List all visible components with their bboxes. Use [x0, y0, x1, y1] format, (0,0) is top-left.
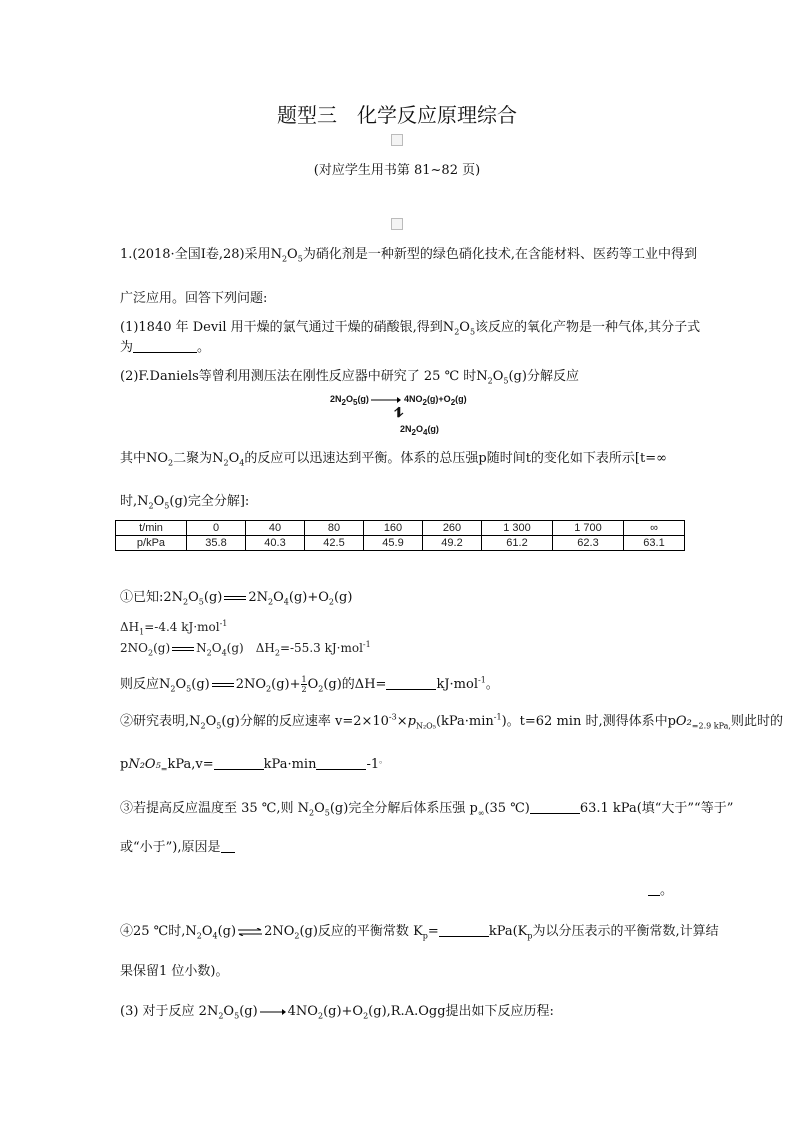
- subtitle: (对应学生用书第 81~82 页): [313, 163, 481, 178]
- answer-blank[interactable]: [648, 883, 660, 896]
- answer-blank[interactable]: [439, 924, 489, 937]
- answer-blank[interactable]: [221, 840, 235, 853]
- page-title: 题型三 化学反应原理综合: [277, 103, 517, 127]
- reaction-arrow-icon: [371, 396, 401, 404]
- table-cell: 45.9: [364, 536, 423, 551]
- q1-question: 则反应$N_2O_5(g)$ $2NO_2(g)+$ $\frac{1}{2}$ $O_2(g)$的ΔH= kJ·mol$^{-1}$。: [120, 675, 499, 694]
- q1-reaction-2: $2NO_2(g)$ $N_2O_4(g)$ $\Delta H_2=-55.3$ kJ·mol$^{-1}$: [120, 640, 371, 658]
- part-2-line-1: (2)F.Daniels等曾利用测压法在刚性反应器中研究了 25 ℃ 时$N_2O_5(g)$分解反应: [120, 369, 579, 386]
- q4-line-2: 果保留1 位小数)。: [120, 964, 229, 979]
- image-placeholder-icon: [391, 218, 403, 230]
- table-cell: 61.2: [482, 536, 553, 551]
- part-2-line-2: 其中$NO_2$二聚为$N_2O_4$的反应可以迅速达到平衡。体系的总压强p随时间t的变化如下表所示[t=∞: [120, 451, 667, 468]
- double-line-arrow-icon: [212, 682, 234, 688]
- table-cell: 63.1: [624, 536, 685, 551]
- double-line-arrow-icon: [224, 595, 246, 601]
- table-header: t/min: [116, 521, 187, 536]
- table-cell: 49.2: [423, 536, 482, 551]
- table-row: [116, 521, 685, 536]
- reaction-arrow-icon: [260, 1008, 286, 1016]
- table-cell: 40.3: [246, 536, 305, 551]
- double-line-arrow-icon: [172, 646, 194, 652]
- table-cell: 42.5: [305, 536, 364, 551]
- answer-blank[interactable]: [316, 757, 366, 770]
- answer-blank[interactable]: [530, 801, 580, 814]
- table-cell: 260: [423, 521, 482, 536]
- table-cell: 160: [364, 521, 423, 536]
- table-cell: 0: [187, 521, 246, 536]
- part-2-line-3: 时$,N_2O_5(g)$完全分解]:: [120, 494, 250, 511]
- table-cell: 35.8: [187, 536, 246, 551]
- reaction-scheme: $2N_2O_5(g)$ $4NO_2(g)+O_2(g)$ ⥮ $2N_2O_4(g)$: [330, 394, 467, 437]
- question-intro-line-2: 广泛应用。回答下列问题:: [120, 291, 268, 306]
- q3-line-3: 。: [648, 883, 673, 899]
- table-row: [116, 536, 685, 551]
- table-cell: 80: [305, 521, 364, 536]
- part-1-line-1: (1)1840 年 Devil 用干燥的氯气通过干燥的硝酸银,得到$N_2O_5$该反应的氧化产物是一种气体,其分子式: [120, 320, 701, 337]
- q2-line-1: ②研究表明$,N_2O_5(g)$分解的反应速率 $v=2\times 10^{-3}\times p_{N_2O_5}(kPa\cdot\min^{-1})$。t=62 min 时,测得体系中$pO_2_{=2.9 kPa,}$则此时的: [120, 712, 783, 731]
- answer-blank[interactable]: [386, 677, 436, 690]
- equilibrium-arrows-icon: [238, 928, 262, 936]
- table-cell: 62.3: [553, 536, 624, 551]
- question-intro-line-1: 1.(2018·全国Ⅰ卷,28)采用$N_2O_5$为硝化剂是一种新型的绿色硝化技术,在含能材料、医药等工业中得到: [120, 247, 697, 264]
- q1-reaction-1: ①已知$:2N_2O_5(g)$ $2N_2O_4(g)+O_2(g)$: [120, 590, 353, 607]
- answer-blank[interactable]: [133, 340, 197, 353]
- table-cell: 40: [246, 521, 305, 536]
- part-1-line-2: 为 。: [120, 340, 211, 355]
- fraction-one-half: $\frac{1}{2}$: [301, 675, 307, 694]
- table-cell: ∞: [624, 521, 685, 536]
- table-cell: 1 700: [553, 521, 624, 536]
- part-3-line: (3) 对于反应 $2N_2O_5(g)$ $4NO_2(g)+O_2(g),R.A.Ogg$提出如下反应历程:: [120, 1004, 554, 1021]
- pressure-time-table: [115, 520, 685, 551]
- answer-blank[interactable]: [214, 757, 264, 770]
- q2-line-2: $pN_2O_5_=kPa,v= kPa\cdot\min$ -1。: [120, 755, 388, 774]
- q3-line-1: ③若提高反应温度至 35 ℃,则 $N_2O_5(g)$完全分解后体系压强 $p_\infty(35$ ℃) 63.1 kPa(填“大于”“等于”: [120, 801, 734, 818]
- q3-line-2: 或“小于”),原因是: [120, 840, 235, 856]
- table-cell: 1 300: [482, 521, 553, 536]
- q1-enthalpy-1: $\Delta H_1=-4.4$ kJ·mol$^{-1}$: [120, 619, 228, 637]
- q4-line-1: ④25 ℃时$,N_2O_4(g)$ $2NO_2(g)$反应的平衡常数 $K_p= kPa(K_p$为以分压表示的平衡常数,计算结: [120, 924, 719, 941]
- equilibrium-arrows-icon: ⥮: [394, 405, 404, 420]
- image-placeholder-icon: [391, 134, 403, 146]
- table-header: p/kPa: [116, 536, 187, 551]
